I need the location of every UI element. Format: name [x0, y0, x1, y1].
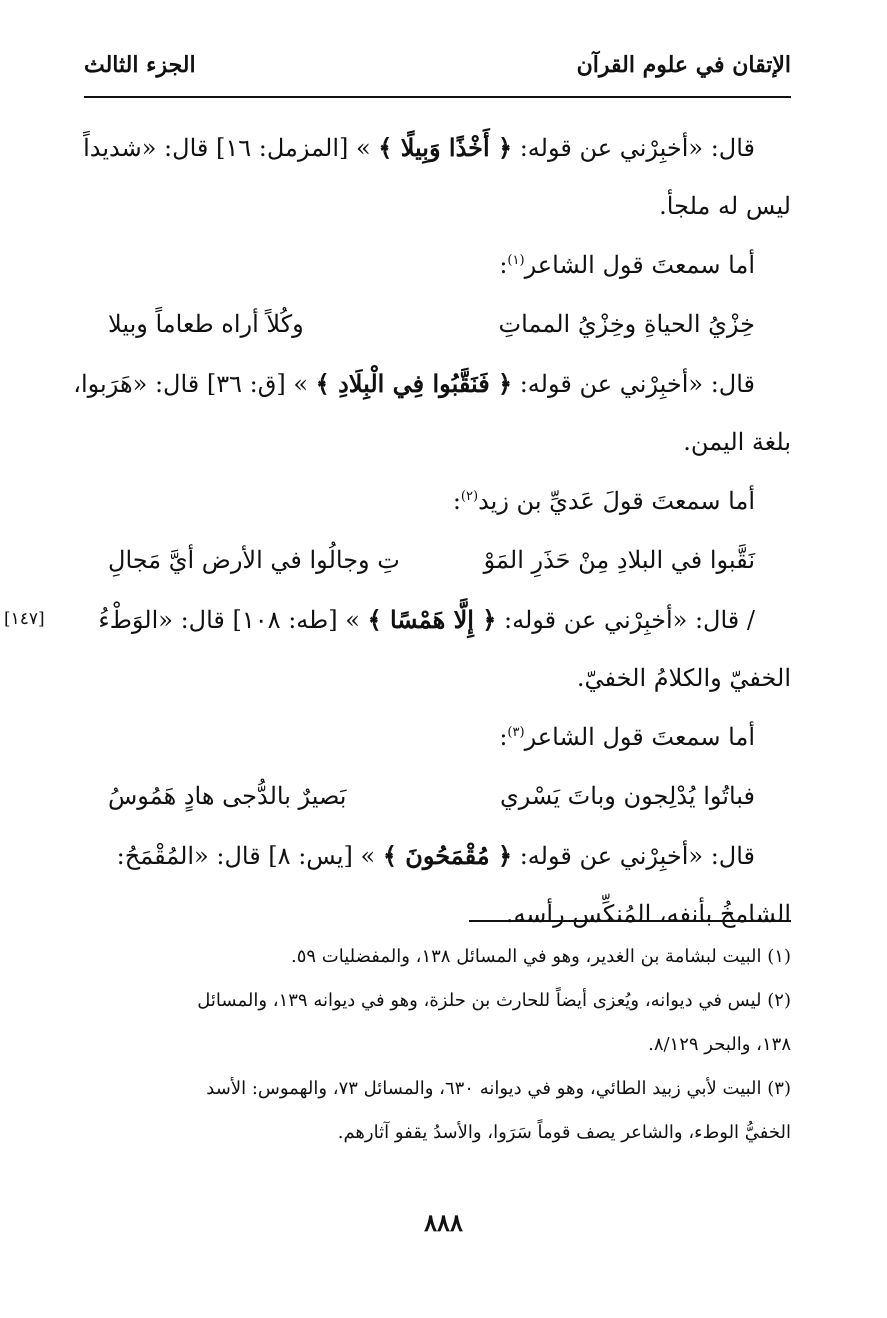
footnote-1: (١) البيت لبشامة بن الغدير، وهو في المسائل ١٣٨، والمفضليات ٥٩. — [291, 946, 791, 967]
poem-verse — [84, 531, 791, 590]
text-span: » [طه: ١٠٨] قال: «الوَطْءُ — [98, 606, 368, 634]
text-line — [4, 590, 791, 649]
text-span: » [ق: ٣٦] قال: «هَرَبوا، — [73, 370, 316, 398]
text-span: : — [499, 723, 508, 751]
quran-verse: ﴿ فَنَقَّبُوا فِي الْبِلَادِ ﴾ — [315, 369, 513, 398]
text-span: قال: «أخبِرْني عن قوله: — [512, 842, 755, 870]
footnote-2: (٢) ليس في ديوانه، ويُعزى أيضاً للحارث بن حلزة، وهو في ديوانه ١٣٩، والمسائل — [197, 990, 791, 1011]
text-span: أما سمعتَ قول الشاعر — [524, 251, 755, 279]
poem-verse — [84, 767, 791, 826]
quran-verse: ﴿ إِلَّا هَمْسًا ﴾ — [367, 605, 497, 634]
text-span: » [يس: ٨] قال: «المُقْمَحُ: — [116, 842, 383, 870]
text-line: الخفيّ والكلامُ الخفيّ. — [576, 664, 791, 692]
text-span: أما سمعتَ قولَ عَديِّ بن زيد — [478, 487, 755, 515]
footnote-marker: (٣) — [507, 725, 525, 740]
footnote-rule — [469, 920, 791, 922]
text-line — [84, 472, 791, 531]
part-label: الجزء الثالث — [84, 52, 196, 78]
running-header — [84, 52, 791, 92]
hemistich-first: خِزْيُ الحياةِ وخِزْيُ المماتِ — [498, 310, 755, 338]
text-span: قال: «أخبِرْني عن قوله: — [512, 134, 755, 162]
hemistich-second: وكُلاً أراه طعاماً وبيلا — [108, 310, 304, 338]
quran-verse: ﴿ أَخْذًا وَبِيلًا ﴾ — [378, 133, 513, 162]
text-span: : — [452, 487, 461, 515]
footnote-3: (٣) البيت لأبي زبيد الطائي، وهو في ديوانه ٦٣٠، والمسائل ٧٣، والهموس: الأسد — [206, 1078, 791, 1099]
text-line: الشامخُ بأنفه، المُنكِّس رأسه. — [505, 900, 791, 928]
footnote-marker: (٢) — [460, 489, 479, 504]
text-span: أما سمعتَ قول الشاعر — [524, 723, 755, 751]
hemistich-first: نَقَّبوا في البلادِ مِنْ حَذَرِ المَوْ — [483, 546, 755, 574]
text-line: بلغة اليمن. — [683, 428, 791, 456]
text-span: » [المزمل: ١٦] قال: «شديداً — [83, 134, 379, 162]
main-text — [4, 118, 791, 944]
text-line: ليس له ملجأ. — [659, 192, 791, 220]
text-span: قال: «أخبِرْني عن قوله: — [512, 370, 755, 398]
margin-page-reference: [١٤٧] — [4, 609, 45, 629]
book-title: الإتقان في علوم القرآن — [576, 52, 791, 78]
footnotes — [84, 935, 791, 1155]
text-line — [84, 236, 791, 295]
hemistich-second: تِ وجالُوا في الأرض أيَّ مَجالِ — [108, 546, 400, 574]
text-span: / قال: «أخبِرْني عن قوله: — [496, 606, 755, 634]
text-line — [84, 708, 791, 767]
footnote-2-continued: ١٣٨، والبحر ٨/١٢٩. — [648, 1034, 791, 1055]
footnote-3-continued: الخفيُّ الوطء، والشاعر يصف قوماً سَرَوا، والأسدُ يقفو آثارهم. — [337, 1122, 791, 1143]
footnote-marker: (١) — [507, 253, 525, 268]
page-number: ٨٨٨ — [424, 1208, 463, 1237]
text-span: : — [499, 251, 508, 279]
quran-verse: ﴿ مُقْمَحُونَ ﴾ — [382, 841, 513, 870]
header-rule — [84, 96, 791, 98]
text-line — [73, 354, 791, 413]
text-line — [84, 118, 791, 177]
text-line — [84, 826, 791, 885]
hemistich-second: بَصيرٌ بالدُّجى هادٍ هَمُوسُ — [108, 782, 347, 810]
poem-verse — [84, 295, 791, 354]
hemistich-first: فباتُوا يُدْلِجون وباتَ يَسْري — [499, 782, 755, 810]
